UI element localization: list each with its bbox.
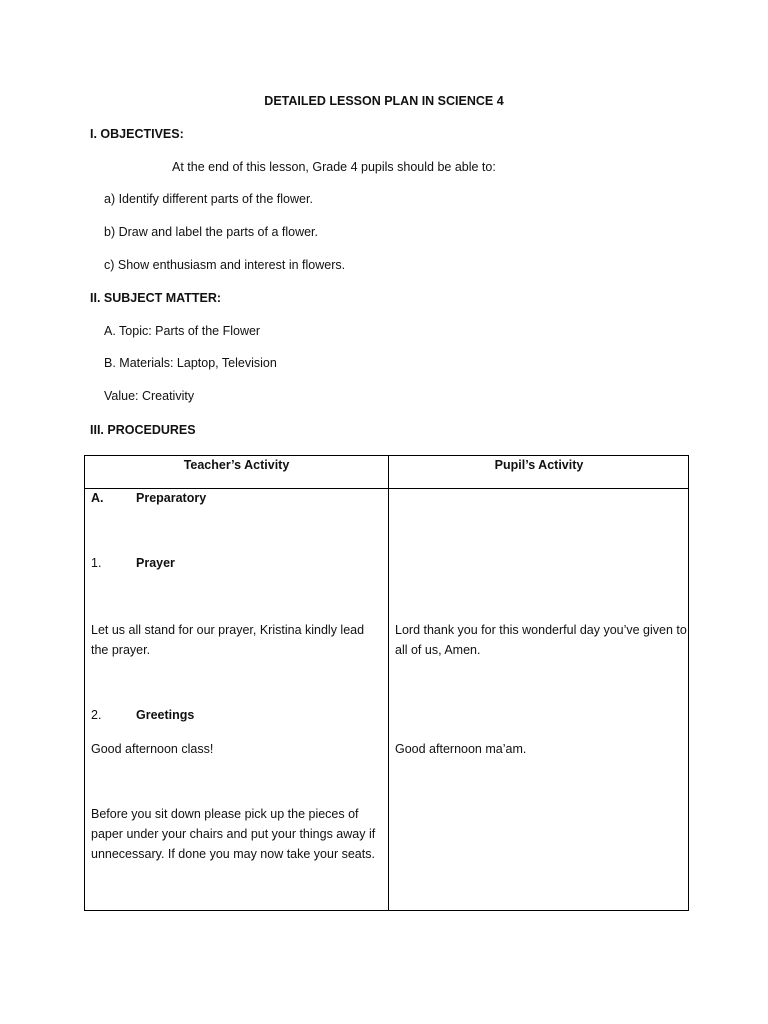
objective-item-c: c) Show enthusiasm and interest in flowers. <box>104 258 346 272</box>
greetings-label: Greetings <box>136 708 195 722</box>
prayer-marker: 1. <box>91 556 102 570</box>
section-a-label: Preparatory <box>136 491 207 505</box>
greetings-marker: 2. <box>91 708 102 722</box>
header-teachers-activity: Teacher’s Activity <box>183 458 290 472</box>
subject-materials: B. Materials: Laptop, Television <box>104 356 277 370</box>
objectives-heading: I. OBJECTIVES: <box>90 127 184 141</box>
prayer-pupil-text: Lord thank you for this wonderful day you’ve given to all of us, Amen. <box>395 623 687 657</box>
subject-value: Value: Creativity <box>104 389 195 403</box>
greetings-pupil-text: Good afternoon ma’am. <box>395 742 527 756</box>
procedures-heading: III. PROCEDURES <box>90 423 196 437</box>
instruction-teacher-text: Before you sit down please pick up the pieces of paper under your chairs and put your things away if unnecessary. If done you may now take your seats. <box>91 807 376 861</box>
table-column-divider <box>388 456 389 910</box>
document-title: DETAILED LESSON PLAN IN SCIENCE 4 <box>264 94 504 108</box>
table-header-divider <box>85 488 688 489</box>
header-pupils-activity: Pupil’s Activity <box>494 458 584 472</box>
subject-matter-heading: II. SUBJECT MATTER: <box>90 291 222 305</box>
objective-item-a: a) Identify different parts of the flower. <box>104 192 313 206</box>
prayer-label: Prayer <box>136 556 175 570</box>
objectives-intro: At the end of this lesson, Grade 4 pupils should be able to: <box>172 160 496 174</box>
objective-item-b: b) Draw and label the parts of a flower. <box>104 225 319 239</box>
section-a-marker: A. <box>91 491 104 505</box>
greetings-teacher-text: Good afternoon class! <box>91 742 214 756</box>
prayer-teacher-text: Let us all stand for our prayer, Kristina kindly lead the prayer. <box>91 623 365 657</box>
subject-topic: A. Topic: Parts of the Flower <box>104 324 261 338</box>
procedures-table <box>84 455 689 911</box>
